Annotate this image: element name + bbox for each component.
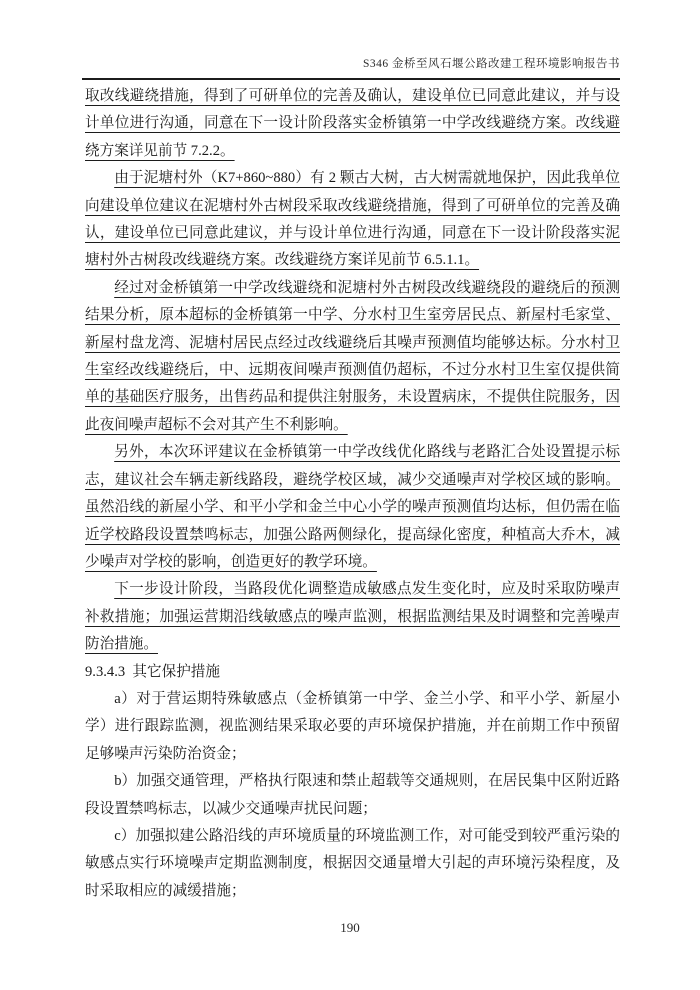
paragraph-school-signs: 另外，本次环评建议在金桥镇第一中学改线优化路线与老路汇合处设置提示标志，建议社会车辆走新线路段，避绕学校区域，减少交通噪声对学校区域的影响。虽然沿线的新屋小学、和平小学和金兰中心小学的噪声预测值均达标，但仍需在临近学校路段设置禁鸣标志，加强公路两侧绿化，提高绿化密度，种植高大乔木，减少噪声对学校的影响，创造更好的教学环境。 (85, 444, 620, 570)
paragraph-reroute-continuation: 取改线避绕措施，得到了可研单位的完善及确认，建设单位已同意此建议，并与设计单位进行沟通，同意在下一设计阶段落实金桥镇第一中学改线避绕方案。改线避绕方案详见前节 7.2.2。 (85, 88, 620, 159)
page-number: 190 (340, 920, 360, 935)
page-header-title: S346 金桥至风石堰公路改建工程环境影响报告书 (362, 58, 620, 70)
section-heading-9-3-4-3: 9.3.4.3 其它保护措施 (85, 663, 220, 680)
list-item-c: c）加强拟建公路沿线的声环境质量的环境监测工作，对可能受到较严重污染的敏感点实行环境噪声定期监测制度，根据因交通量增大引起的声环境污染程度，及时采取相应的减缓措施； (85, 827, 620, 899)
paragraph-prediction-results: 经过对金桥镇第一中学改线避绕和泥塘村外古树段改线避绕段的避绕后的预测结果分析，原本超标的金桥镇第一中学、分水村卫生室旁居民点、新屋村毛家堂、新屋村盘龙湾、泥塘村居民点经过改线避绕后其噪声预测值均能够达标。分水村卫生室经改线避绕后，中、远期夜间噪声预测值仍超标，不过分水村卫生室仅提供简单的基础医疗服务，出售药品和提供注射服务，未设置病床，不提供住院服务，因此夜间噪声超标不会对其产生不利影响。 (85, 279, 620, 433)
list-item-b: b）加强交通管理，严格执行限速和禁止超载等交通规则，在居民集中区附近路段设置禁鸣标志，以减少交通噪声扰民问题； (85, 773, 620, 817)
paragraph-ancient-trees: 由于泥塘村外（K7+860~880）有 2 颗古大树，古大树需就地保护，因此我单位向建设单位建议在泥塘村外古树段采取改线避绕措施，得到了可研单位的完善及确认，建设单位已同意此建议，并与设计单位进行沟通，同意在下一设计阶段落实泥塘村外古树段改线避绕方案。改线避绕方案详见前节 6.5.1.1。 (85, 170, 620, 269)
header-divider-line (82, 78, 620, 80)
paragraph-next-design-stage: 下一步设计阶段，当路段优化调整造成敏感点发生变化时，应及时采取防噪声补救措施；加强运营期沿线敏感点的噪声监测，根据监测结果及时调整和完善噪声防治措施。 (85, 581, 620, 653)
document-body (85, 83, 620, 905)
list-item-a: a）对于营运期特殊敏感点（金桥镇第一中学、金兰小学、和平小学、新屋小学）进行跟踪监测，视监测结果采取必要的声环境保护措施，并在前期工作中预留足够噪声污染防治资金； (85, 690, 620, 762)
